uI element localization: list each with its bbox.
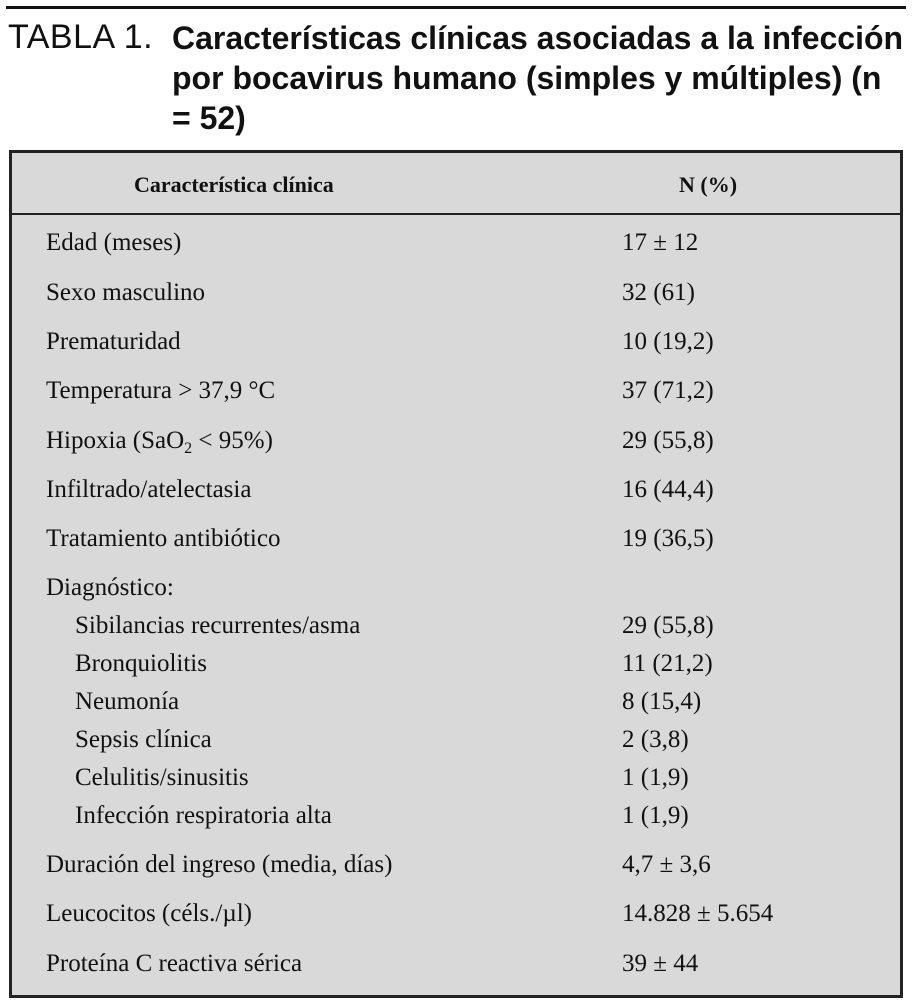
clinical-characteristics-table: [9, 150, 903, 998]
row-label: Tratamiento antibiótico: [46, 525, 281, 552]
row-value: 1 (1,9): [622, 802, 689, 829]
row-label-hypoxia: [46, 427, 273, 458]
row-label: Leucocitos (céls./µl): [46, 900, 252, 927]
row-value: 39 ± 44: [622, 950, 699, 977]
table-caption: [8, 18, 908, 136]
table-row-section: [12, 574, 900, 610]
table-row: [12, 650, 900, 686]
top-rule: [6, 6, 906, 9]
row-label: Infiltrado/atelectasia: [46, 476, 252, 503]
row-value: 16 (44,4): [622, 476, 714, 503]
table-row: [12, 851, 900, 887]
table-row: [12, 764, 900, 800]
table-row: [12, 377, 900, 413]
row-value: 14.828 ± 5.654: [622, 900, 774, 927]
table-row: [12, 726, 900, 762]
row-label: Proteína C reactiva sérica: [46, 950, 303, 977]
table-row: [12, 328, 900, 364]
label-text: Hipoxia (SaO: [46, 427, 185, 454]
row-value: 17 ± 12: [622, 229, 699, 256]
row-value: 1 (1,9): [622, 764, 689, 791]
label-text: < 95%): [192, 427, 273, 454]
row-value: 10 (19,2): [622, 328, 714, 355]
row-value: 19 (36,5): [622, 525, 714, 552]
row-value: 11 (21,2): [622, 650, 713, 677]
row-label: Sepsis clínica: [75, 726, 212, 753]
row-label: Infección respiratoria alta: [75, 802, 332, 829]
row-label: Sexo masculino: [46, 279, 206, 306]
table-row: [12, 688, 900, 724]
row-value: 37 (71,2): [622, 377, 714, 404]
table-header: [12, 153, 900, 215]
table-row: [12, 525, 900, 561]
table-row: [12, 229, 900, 265]
table-row: [12, 476, 900, 512]
table-row: [12, 427, 900, 463]
row-label: Temperatura > 37,9 °C: [46, 377, 276, 404]
table-number: TABLA 1.: [8, 18, 154, 56]
table-row: [12, 279, 900, 315]
table-row: [12, 950, 900, 986]
table-row: [12, 802, 900, 838]
row-label: Neumonía: [75, 688, 180, 715]
row-label: Sibilancias recurrentes/asma: [75, 612, 361, 639]
column-header-n-percent: N (%): [679, 172, 738, 197]
row-value: 32 (61): [622, 279, 695, 306]
row-label: Edad (meses): [46, 229, 182, 256]
row-label: Prematuridad: [46, 328, 181, 355]
row-label: Celulitis/sinusitis: [75, 764, 249, 791]
table-row: [12, 900, 900, 936]
row-value: 29 (55,8): [622, 427, 714, 454]
table-row: [12, 612, 900, 648]
row-label: Diagnóstico:: [46, 574, 174, 601]
label-subscript: 2: [184, 440, 193, 457]
table-title: Características clínicas asociadas a la infección por bocavirus humano (simples y múltiples) (n = 52): [172, 20, 904, 136]
row-label: Duración del ingreso (media, días): [46, 851, 393, 878]
row-value: 29 (55,8): [622, 612, 714, 639]
row-value: 4,7 ± 3,6: [622, 851, 711, 878]
row-value: 8 (15,4): [622, 688, 702, 715]
column-header-characteristic: Característica clínica: [134, 172, 334, 197]
row-value: 2 (3,8): [622, 726, 689, 753]
row-label: Bronquiolitis: [75, 650, 207, 677]
